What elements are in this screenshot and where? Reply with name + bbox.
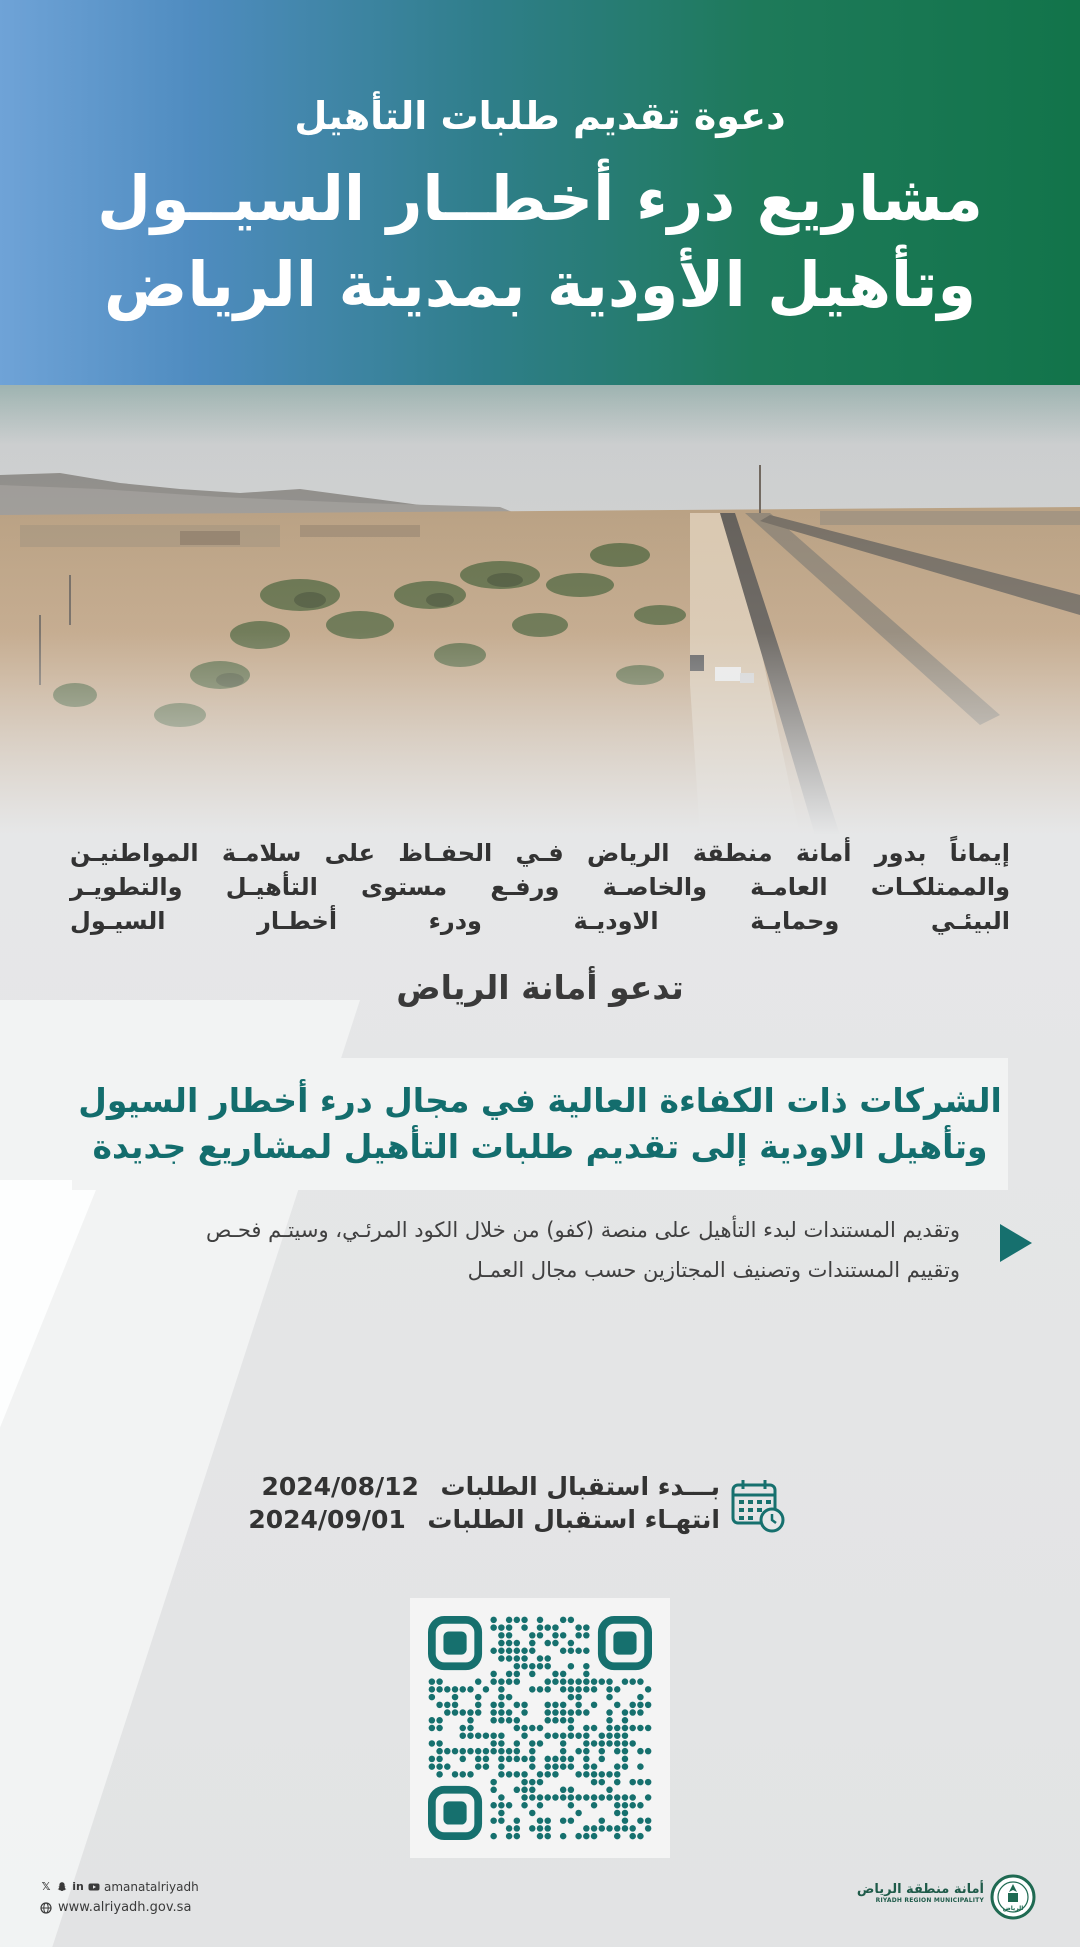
header-title-line1: مشاريع درء أخطــار السيــول (97, 162, 983, 235)
end-date-value: 2024/09/01 (248, 1505, 406, 1534)
highlight-box (72, 1058, 1008, 1190)
intro-line: والممتلكـات العامـة والخاصـة ورفـع مستوى التأهيـل والتطويـر (70, 873, 1010, 901)
intro-line: البيئـي وحمايـة الاوديـة ودرء أخطـار السيـول (70, 907, 1010, 935)
invites-heading: تدعو أمانة الرياض (396, 968, 684, 1007)
svg-text:الرياض: الرياض (1002, 1905, 1024, 1912)
x-icon[interactable]: 𝕏 (41, 1880, 51, 1893)
qr-code-graphic (428, 1616, 652, 1840)
globe-icon (40, 1902, 52, 1914)
header-banner (0, 0, 1080, 385)
aerial-wadi-photo (0, 385, 1080, 835)
intro-paragraph (70, 836, 1010, 938)
linkedin-icon[interactable]: in (72, 1880, 84, 1893)
header-title-line2: وتأهيل الأودية بمدينة الرياض (103, 248, 977, 321)
logo-english-name: RIYADH REGION MUNICIPALITY (875, 1897, 984, 1904)
note-line: وتقييم المستندات وتصنيف المجتازين حسب مجال العمـل (467, 1258, 960, 1282)
intro-line: إيماناً بدور أمانة منطقة الرياض فـي الحفـاظ على سلامـة المواطنيـن (70, 839, 1010, 867)
calendar-clock-icon (730, 1478, 786, 1534)
start-date-row (0, 1470, 720, 1503)
website-link[interactable]: www.alriyadh.gov.sa (58, 1900, 192, 1915)
youtube-icon[interactable] (88, 1881, 100, 1893)
footer-social (40, 1880, 260, 1915)
start-date-value: 2024/08/12 (261, 1472, 419, 1501)
end-date-label: انتهـاء استقبال الطلبات (427, 1505, 720, 1534)
qr-finder-core (443, 1801, 466, 1824)
municipality-logo (856, 1872, 1044, 1922)
snapchat-icon[interactable] (56, 1881, 68, 1893)
qr-finder-core (443, 1631, 466, 1654)
qr-finder-core (613, 1631, 636, 1654)
logo-arabic-name: أمانة منطقة الرياض (856, 1882, 984, 1897)
note-line: وتقديم المستندات لبدء التأهيل على منصة (كفو) من خلال الكود المرئـي، وسيتـم فحـص (205, 1218, 960, 1242)
highlight-line: وتأهيل الاودية إلى تقديم طلبات التأهيل لمشاريع جديدة (92, 1127, 988, 1166)
triangle-bullet-icon (1000, 1224, 1032, 1262)
header-kicker: دعوة تقديم طلبات التأهيل (294, 94, 786, 138)
qr-code[interactable] (410, 1598, 670, 1858)
highlight-line: الشركات ذات الكفاءة العالية في مجال درء أخطار السيول (78, 1081, 1002, 1120)
start-date-label: بـــدء استقبال الطلبات (440, 1472, 720, 1501)
instructions-note (80, 1210, 960, 1290)
end-date-row (0, 1503, 720, 1536)
social-handle[interactable]: amanatalriyadh (104, 1880, 199, 1894)
municipality-seal (990, 1874, 1036, 1920)
dates-block (0, 1470, 720, 1536)
